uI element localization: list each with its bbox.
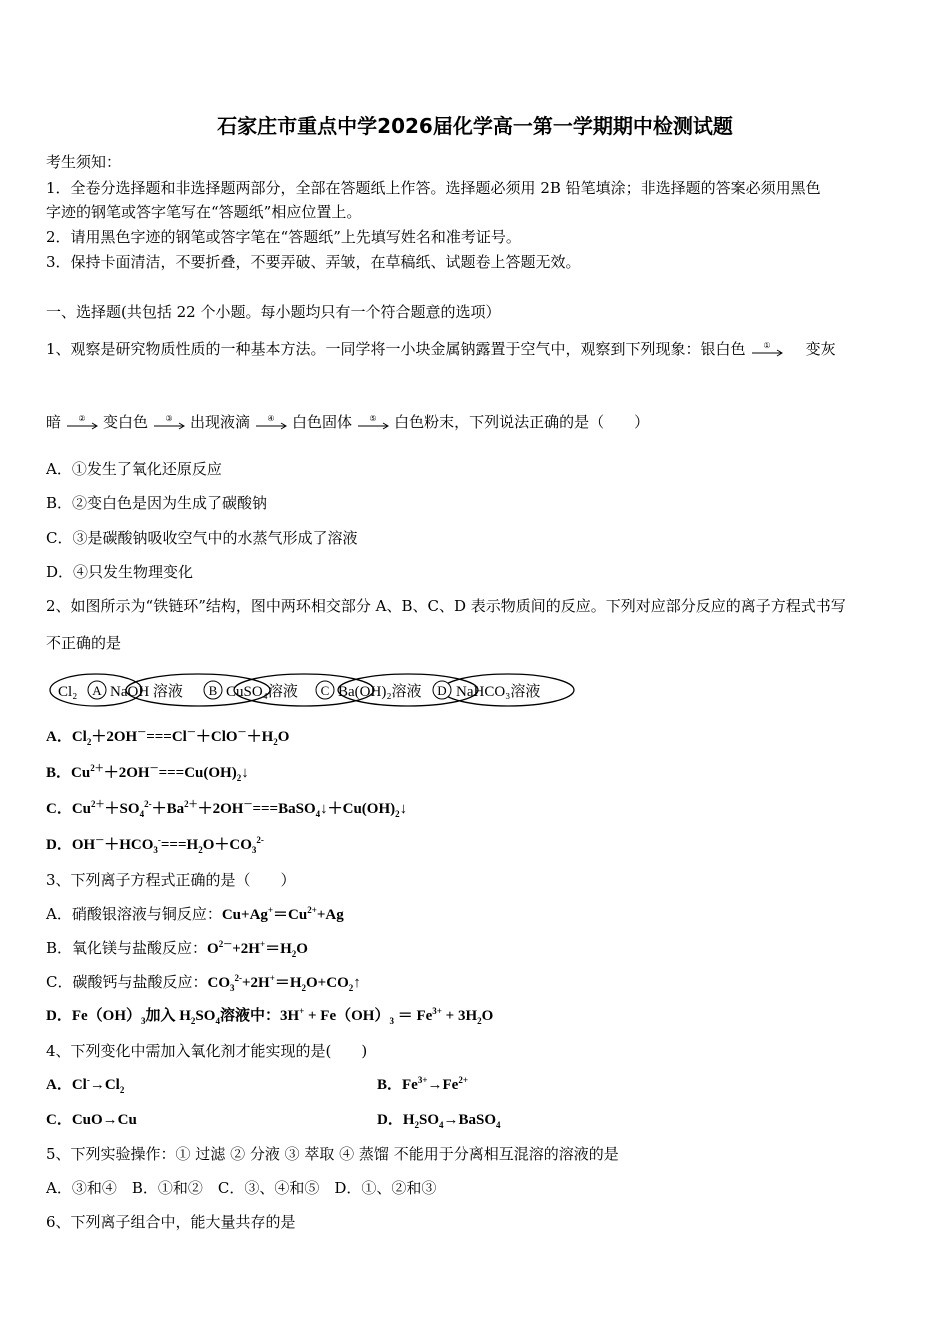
ring-marker-b: B: [208, 683, 218, 698]
iron-chain-diagram: [46, 670, 576, 710]
q4-option-d: D．$H_2SO_4\to BaSO_4$: [377, 1112, 501, 1130]
q1-option-a: A．①发生了氧化还原反应: [46, 460, 222, 478]
ring-label-cuso4: CuSO₄溶液: [226, 684, 298, 700]
q1-s3: 出现液滴: [190, 413, 251, 431]
q1-option-b: B．②变白色是因为生成了碳酸钠: [46, 494, 268, 512]
ring-label-nahco3: NaHCO₃溶液: [456, 684, 541, 700]
arrow-icon: [65, 413, 99, 433]
notice-line-2: 2．请用黑色字迹的钢笔或答字笔在“答题纸”上先填写姓名和准考证号。: [46, 228, 521, 246]
arrow-label-4: ④: [267, 414, 275, 423]
q1-stem-a: 1、观察是研究物质性质的一种基本方法。一同学将一小块金属钠露置于空气中，观察到下列现象：银白色: [46, 340, 746, 358]
q2-option-c: C．$Cu^{2+}+SO_4^{2-}+Ba^{2+}+2OH^-===BaSO_4↓+Cu(OH)_2↓$: [46, 799, 408, 819]
q1-s5: 白色粉末，下列说法正确的是（ ）: [394, 413, 650, 431]
q3-option-d: D．$Fe(OH)_3$加入 $H_2SO_4$溶液中：$3H^+ + Fe(OH)_3 = Fe^{3+} + 3H_2O$: [46, 1006, 494, 1026]
arrow-label-5: ⑤: [369, 414, 377, 423]
q2-stem-b: 不正确的是: [46, 634, 122, 652]
notice-heading: 考生须知：: [46, 153, 122, 171]
page-title: 石家庄市重点中学2026届化学高一第一学期期中检测试题: [217, 114, 733, 138]
notice-line-1b: 字迹的钢笔或答字笔写在“答题纸”相应位置上。: [46, 203, 362, 221]
arrow-icon: [152, 413, 186, 433]
q1-option-c: C．③是碳酸钠吸收空气中的水蒸气形成了溶液: [46, 529, 358, 547]
q1-stem-line1: [46, 339, 836, 360]
q4-option-c: C．CuO→Cu: [46, 1112, 137, 1128]
q1-s1: 暗: [46, 413, 62, 431]
notice-line-1a: 1．全卷分选择题和非选择题两部分，全部在答题纸上作答。选择题必须用 2B 铅笔填涂；非选择题的答案必须用黑色: [46, 179, 821, 197]
arrow-icon: [750, 340, 784, 360]
q1-s2: 变白色: [103, 413, 149, 431]
q3-option-c: C．碳酸钙与盐酸反应：$CO_3^{2-}+2H^+=H_2O+CO_2↑$: [46, 973, 361, 993]
arrow-label-2: ②: [78, 414, 86, 423]
q2-option-a: A．$Cl_2+2OH^-===Cl^-+ClO^-+H_2O$: [46, 727, 290, 747]
q1-option-d: D．④只发生物理变化: [46, 563, 194, 581]
q3-stem: 3、下列离子方程式正确的是（ ）: [46, 871, 296, 889]
ring-label-baoh2: Ba(OH)₂溶液: [338, 684, 422, 700]
notice-line-3: 3．保持卡面清洁，不要折叠，不要弄破、弄皱，在草稿纸、试题卷上答题无效。: [46, 253, 581, 271]
q2-option-d: D．$OH^-+HCO_3^-===H_2O+CO_3^{2-}$: [46, 835, 264, 855]
q4-stem: 4、下列变化中需加入氧化剂才能实现的是( ): [46, 1042, 368, 1060]
ring-marker-d: D: [437, 683, 447, 698]
ring-label-naoh: NaOH 溶液: [110, 684, 183, 700]
q4-option-b: B．$Fe^{3+}\to Fe^{2+}$: [377, 1075, 468, 1093]
q5-stem: 5、下列实验操作：① 过滤 ② 分液 ③ 萃取 ④ 蒸馏 不能用于分离相互混溶的溶液的是: [46, 1145, 619, 1163]
q1-stem-b-end: 变灰: [805, 340, 836, 358]
q2-option-b: B．$Cu^{2+}+2OH^-===Cu(OH)_2↓$: [46, 763, 249, 783]
arrow-icon: [356, 413, 390, 433]
arrow-label-1: ①: [762, 341, 771, 350]
arrow-icon: [254, 413, 288, 433]
section-heading: 一、选择题(共包括 22 个小题。每小题均只有一个符合题意的选项）: [46, 303, 501, 321]
ring-label-cl2: Cl₂: [58, 684, 78, 700]
q1-stem-line2: [46, 412, 649, 433]
ring-marker-c: C: [320, 683, 330, 698]
q6-stem: 6、下列离子组合中，能大量共存的是: [46, 1213, 296, 1231]
q3-option-b: B．氧化镁与盐酸反应：$O^{2-}+2H^+=H_2O$: [46, 939, 308, 959]
q3-option-a: A．硝酸银溶液与铜反应：$Cu+Ag^+=Cu^{2+}+Ag$: [46, 905, 344, 923]
q1-s4: 白色固体: [292, 413, 353, 431]
q4-option-a: A．$Cl^-\to Cl_2$: [46, 1075, 125, 1095]
q2-stem-a: 2、如图所示为“铁链环”结构，图中两环相交部分 A、B、C、D 表示物质间的反应。下列对应部分反应的离子方程式书写: [46, 597, 846, 615]
arrow-label-3: ③: [165, 414, 173, 423]
ring-marker-a: A: [92, 683, 102, 698]
q5-options: A．③和④ B．①和② C．③、④和⑤ D．①、②和③: [46, 1179, 437, 1197]
